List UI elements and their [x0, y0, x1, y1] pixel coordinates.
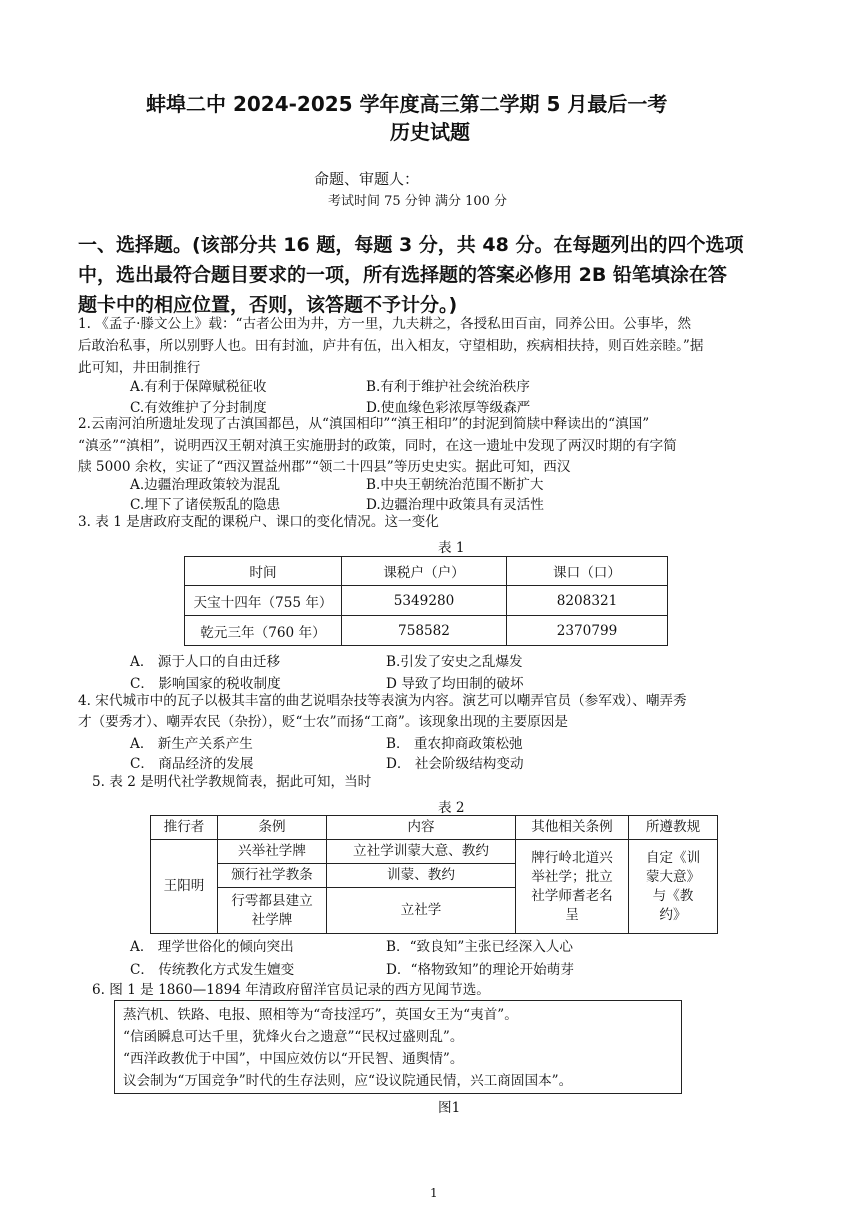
table2-cell-line: 行雩都县建立 — [231, 892, 313, 909]
table2-person-cell: 王阳明 — [151, 840, 218, 934]
q2-option-d: D.边疆治理中政策具有灵活性 — [366, 497, 544, 513]
q4-option-a: A． 新生产关系产生 — [130, 736, 253, 752]
table2-cell-line: 自定《训 — [645, 849, 701, 866]
q6-stem: 6. 图 1 是 1860—1894 年清政府留洋官员记录的西方见闻节选。 — [92, 982, 490, 998]
table2-cell-line: 蒙大意》 — [645, 868, 701, 885]
q2-stem-line3: 牍 5000 余枚，实证了“西汉置益州郡”“领二十四县”等历史史实。据此可知，西汉 — [78, 459, 571, 475]
q4-option-c: C． 商品经济的发展 — [130, 756, 254, 772]
table2-cell-line: 社学师耆老名 — [531, 887, 613, 904]
q5-option-b: B．“致良知”主张已经深入人心 — [386, 939, 574, 955]
table2-cell-line: 举社学；批立 — [531, 868, 613, 885]
q3-option-c: C． 影响国家的税收制度 — [130, 676, 281, 692]
table1-cell: 8208321 — [507, 586, 668, 616]
table1-header-cell: 时间 — [185, 557, 342, 586]
q2-stem-line2: “滇丞”“滇相”，说明西汉王朝对滇王实施册封的政策，同时，在这一遗址中发现了两汉时期的有字简 — [78, 438, 677, 454]
table2-cell: 颁行社学教条 — [218, 864, 327, 888]
q1-option-d: D.使血缘色彩浓厚等级森严 — [366, 400, 531, 416]
q3-stem: 3. 表 1 是唐政府支配的课税户、课口的变化情况。这一变化 — [78, 514, 439, 530]
q3-option-a: A． 源于人口的自由迁移 — [130, 654, 281, 670]
figure-1-line: 蒸汽机、铁路、电报、照相等为“奇技淫巧”，英国女王为“夷首”。 — [123, 1007, 518, 1023]
figure-1-line: “信函瞬息可达千里，犹烽火台之遗意”“民权过盛则乱”。 — [123, 1029, 464, 1045]
q1-option-c: C.有效维护了分封制度 — [130, 400, 267, 416]
table2-cell-line: 与《教 — [652, 887, 694, 904]
table2-cell: 训蒙、教约 — [327, 864, 516, 888]
table1-header-cell: 课税户（户） — [342, 557, 507, 586]
q2-option-c: C.埋下了诸侯叛乱的隐患 — [130, 497, 281, 513]
q5-option-a: A． 理学世俗化的倾向突出 — [130, 939, 294, 955]
figure-1-line: “西洋政教优于中国”，中国应效仿以“开民智、通舆情”。 — [123, 1051, 464, 1067]
q4-option-b: B． 重农抑商政策松弛 — [386, 736, 523, 752]
figure-1-box — [114, 1000, 682, 1094]
table1-header-cell: 课口（口） — [507, 557, 668, 586]
table-row — [185, 586, 668, 616]
table2-header-cell: 其他相关条例 — [516, 816, 629, 840]
page-number: 1 — [430, 1186, 438, 1200]
q4-stem-line1: 4. 宋代城市中的瓦子以极其丰富的曲艺说唱杂技等表演为内容。演艺可以嘲弄官员（参军戏）、嘲弄秀 — [78, 693, 687, 709]
table2-followed-rules-cell — [629, 840, 718, 934]
table2-cell: 立社学 — [327, 888, 516, 934]
table-row — [151, 840, 718, 864]
table2-cell: 立社学训蒙大意、教约 — [327, 840, 516, 864]
exam-subject-title: 历史试题 — [390, 120, 470, 144]
table1-cell: 天宝十四年（755 年） — [185, 586, 342, 616]
table2-cell-line: 约》 — [659, 906, 687, 923]
table-row — [185, 616, 668, 646]
table-1 — [184, 556, 668, 646]
q5-option-c: C． 传统教化方式发生嬗变 — [130, 962, 295, 978]
table1-cell: 乾元三年（760 年） — [185, 616, 342, 646]
q5-stem: 5. 表 2 是明代社学教规简表，据此可知，当时 — [92, 774, 372, 790]
table2-cell: 兴举社学牌 — [218, 840, 327, 864]
q1-stem-line1: 1. 《孟子·滕文公上》载：“古者公田为井，方一里，九夫耕之，各授私田百亩，同养公田。公事毕，然 — [78, 316, 692, 332]
table2-cell-line: 牌行岭北道兴 — [531, 849, 613, 866]
table2-header-cell: 推行者 — [151, 816, 218, 840]
figure-1-line: 议会制为“万国竞争”时代的生存法则，应“设议院通民情，兴工商固国本”。 — [123, 1073, 573, 1089]
q2-option-a: A.边疆治理政策较为混乱 — [130, 477, 281, 493]
figure-1-caption: 图1 — [438, 1100, 461, 1116]
section-heading-line1: 一、选择题。(该部分共 16 题，每题 3 分，共 48 分。在每题列出的四个选项 — [78, 234, 744, 256]
exam-title: 蚌埠二中 2024-2025 学年度高三第二学期 5 月最后一考 — [146, 92, 668, 116]
q1-option-b: B.有利于维护社会统治秩序 — [366, 379, 530, 395]
q5-option-d: D．“格物致知”的理论开始萌芽 — [386, 962, 574, 978]
q2-option-b: B.中央王朝统治范围不断扩大 — [366, 477, 544, 493]
q1-stem-line3: 此可知，井田制推行 — [78, 360, 201, 376]
table2-other-rules-cell — [516, 840, 629, 934]
table2-cell-line: 社学牌 — [251, 911, 293, 928]
q3-option-d: D 导致了均田制的破坏 — [386, 676, 524, 692]
table2-cell-line: 呈 — [565, 906, 579, 923]
q3-option-b: B.引发了安史之乱爆发 — [386, 654, 523, 670]
section-heading-line3: 题卡中的相应位置，否则，该答题不予计分。) — [78, 294, 458, 316]
table2-header-cell: 所遵教规 — [629, 816, 718, 840]
table1-cell: 5349280 — [342, 586, 507, 616]
table2-header-cell: 内容 — [327, 816, 516, 840]
authors-line: 命题、审题人： — [314, 170, 420, 188]
table1-cell: 758582 — [342, 616, 507, 646]
table2-caption: 表 2 — [438, 800, 465, 816]
q4-option-d: D． 社会阶级结构变动 — [386, 756, 524, 772]
table2-cell — [218, 888, 327, 934]
table1-caption: 表 1 — [438, 540, 465, 556]
q1-stem-line2: 后敢治私事，所以别野人也。田有封洫，庐井有伍，出入相友，守望相助，疾病相扶持，则百姓亲睦。”据 — [78, 338, 704, 354]
q2-stem-line1: 2.云南河泊所遗址发现了古滇国都邑，从“滇国相印”“滇王相印”的封泥到简牍中释读出的“滇国” — [78, 416, 650, 432]
q4-stem-line2: 才（要秀才）、嘲弄农民（杂扮），贬“士农”而扬“工商”。该现象出现的主要原因是 — [78, 714, 568, 730]
table2-header-cell: 条例 — [218, 816, 327, 840]
table1-cell: 2370799 — [507, 616, 668, 646]
table-2 — [150, 815, 718, 934]
exam-info: 考试时间 75 分钟 满分 100 分 — [328, 194, 508, 209]
q1-option-a: A.有利于保障赋税征收 — [130, 379, 267, 395]
section-heading-line2: 中，选出最符合题目要求的一项，所有选择题的答案必修用 2B 铅笔填涂在答 — [78, 264, 727, 286]
